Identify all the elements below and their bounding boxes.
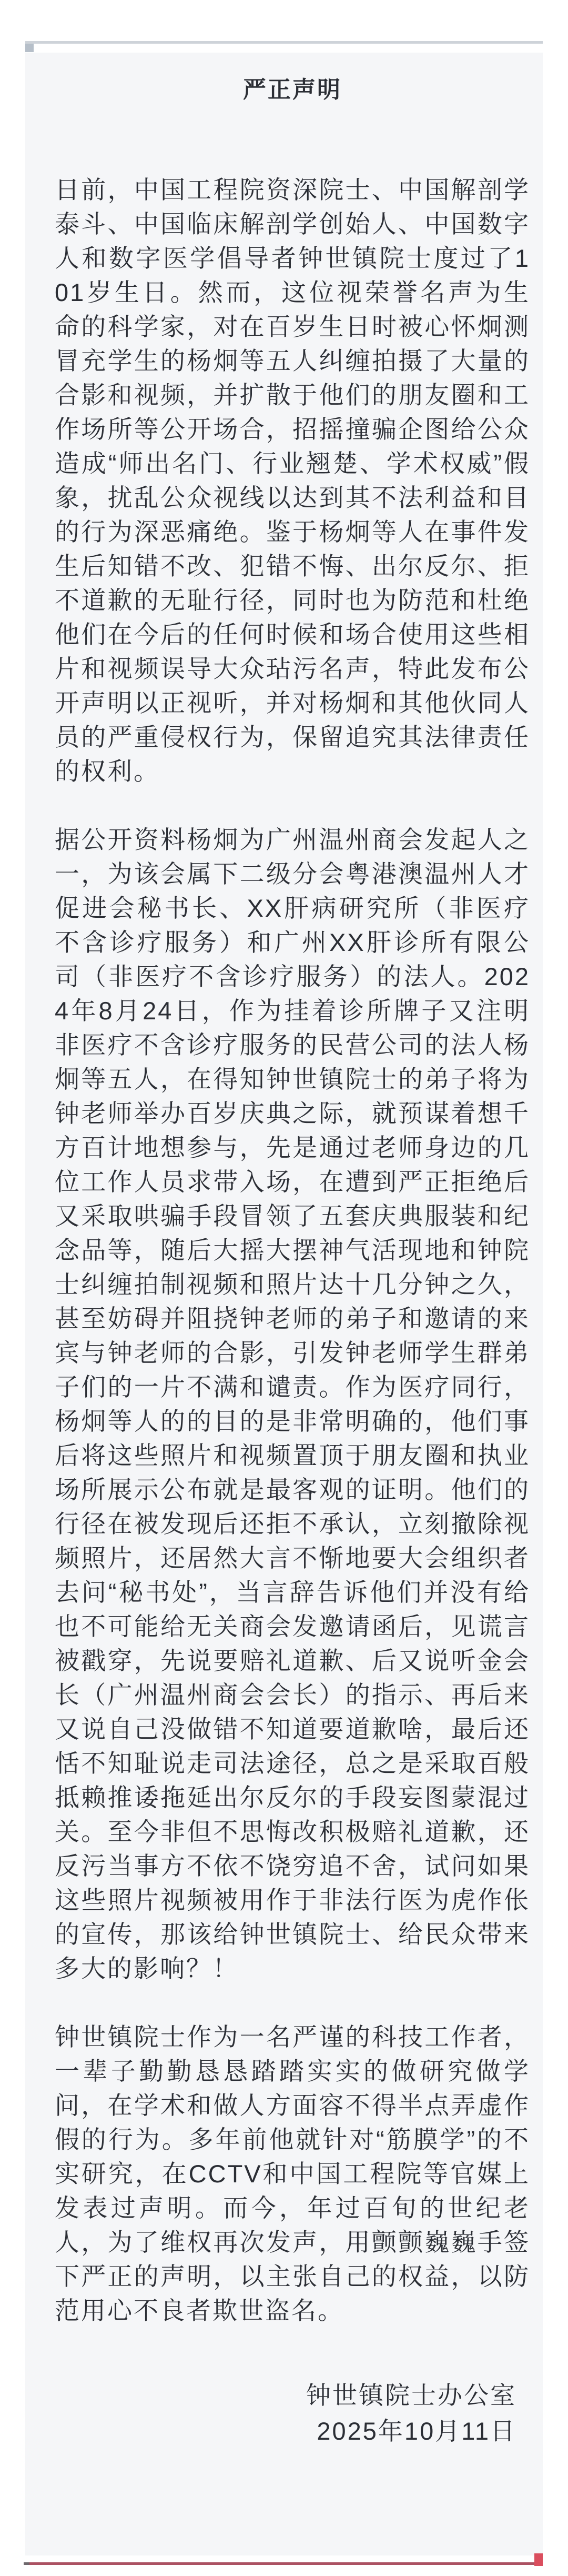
signature: 钟世镇院士办公室 [306,2381,516,2409]
statement-paragraph-2: 据公开资料杨炯为广州温州商会发起人之一，为该会属下二级分会粤港澳温州人才促进会秘书长、XX肝病研究所（非医疗不含诊疗服务）和广州XX肝诊所有限公司（非医疗不含诊疗服务）的法人。2024年8月24日，作为挂着诊所牌子又注明非医疗不含诊疗服务的民营公司的法人杨炯等五人，在得知钟世镇院士的弟子将为钟老师举办百岁庆典之际，就预谋着想千方百计地想参与，先是通过老师身边的几位工作人员求带入场，在遭到严正拒绝后又采取哄骗手段冒领了五套庆典服装和纪念品等，随后大摇大摆神气活现地和钟院士纠缠拍制视频和照片达十几分钟之久，甚至妨碍并阻挠钟老师的弟子和邀请的来宾与钟老师的合影，引发钟老师学生群弟子们的一片不满和谴责。作为医疗同行，杨炯等人的的目的是非常明确的，他们事后将这些照片和视频置顶于朋友圈和执业场所展示公布就是最客观的证明。他们的行径在被发现后还拒不承认，立刻撤除视频照片，还居然大言不惭地要大会组织者去问“秘书处”，当言辞告诉他们并没有给也不可能给无关商会发邀请函后，见谎言被戳穿，先说要赔礼道歉、后又说听金会长（广州温州商会会长）的指示、再后来又说自己没做错不知道要道歉啥，最后还恬不知耻说走司法途径，总之是采取百般抵赖推诿拖延出尔反尔的手段妄图蒙混过关。至今非但不思悔改积极赔礼道歉，还反污当事方不依不饶穷追不舍，试问如果这些照片视频被用作于非法行医为虎作伥的宣传，那该给钟世镇院士、给民众带来多大的影响？！ [55,826,530,1982]
statement-paragraph-3: 钟世镇院士作为一名严谨的科技工作者，一辈子勤勤恳恳踏踏实实的做研究做学问，在学术和做人方面容不得半点弄虚作假的行为。多年前他就针对“筋膜学”的不实研究，在CCTV和中国工程院等官媒上发表过声明。而今，年过百旬的世纪老人，为了维权再次发声，用颤颤巍巍手签下严正的声明，以主张自己的权益，以防范用心不良者欺世盗名。 [55,2023,530,2324]
bottom-edge-handle [534,2553,543,2566]
signature-block [55,2378,530,2449]
top-edge-line [25,41,543,44]
page-title: 严正声明 [243,77,342,103]
bottom-edge-line [25,2562,536,2565]
statement-paragraph-1: 日前，中国工程院资深院士、中国解剖学泰斗、中国临床解剖学创始人、中国数字人和数字医学倡导者钟世镇院士度过了101岁生日。然而，这位视荣誉名声为生命的科学家，对在百岁生日时被心怀炯测冒充学生的杨炯等五人纠缠拍摄了大量的合影和视频，并扩散于他们的朋友圈和工作场所等公开场合，招摇撞骗企图给公众造成“师出名门、行业翘楚、学术权威”假象，扰乱公众视线以达到其不法利益和目的行为深恶痛绝。鉴于杨炯等人在事件发生后知错不改、犯错不悔、出尔反尔、拒不道歉的无耻行径，同时也为防范和杜绝他们在今后的任何时候和场合使用这些相片和视频误导大众玷污名声，特此发布公开声明以正视听，并对杨炯和其他伙同人员的严重侵权行为，保留追究其法律责任的权利。 [55,176,530,785]
statement-card [25,53,543,2555]
top-edge-square [25,44,34,52]
statement-date: 2025年10月11日 [317,2417,516,2445]
bottom-edge-tick [24,2562,29,2565]
